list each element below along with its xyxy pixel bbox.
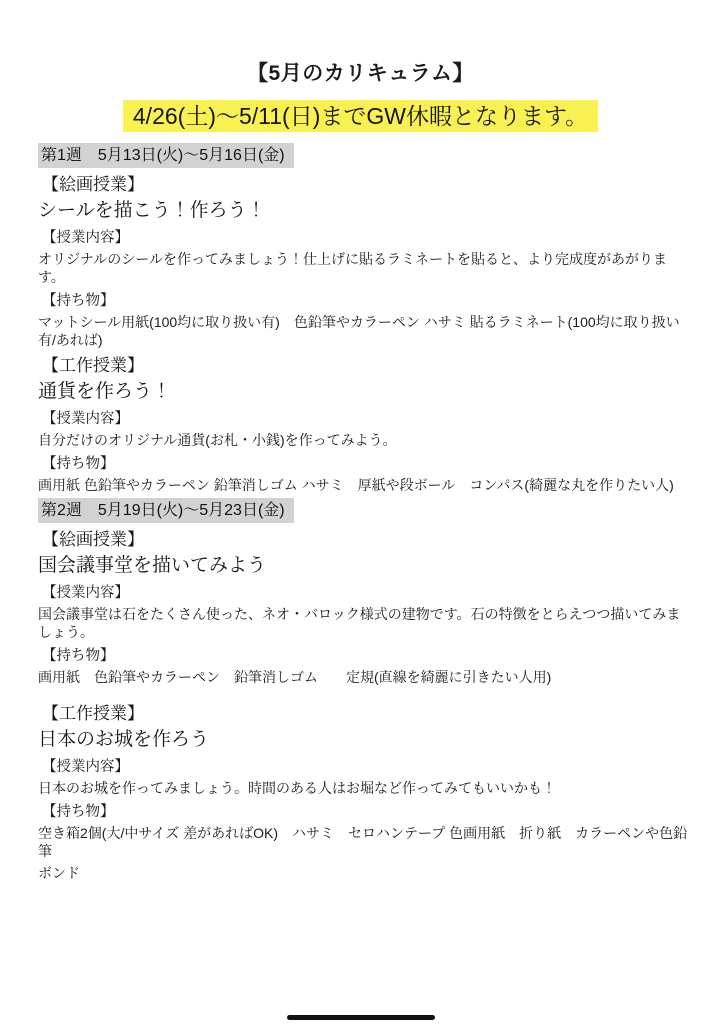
items-text-line-2: ボンド — [38, 865, 80, 881]
class-type-label: 【工作授業】 — [42, 704, 144, 723]
week-2-craft-class-block — [38, 702, 713, 882]
items-text: マットシール用紙(100均に取り扱い有) 色鉛筆やカラーペン ハサミ 貼るラミネート(100均に取り扱い有/あれば) — [38, 314, 680, 348]
items-label: 【持ち物】 — [42, 804, 115, 820]
week-1-craft-class-block — [38, 354, 713, 494]
lesson-content-text: 日本のお城を作ってみましょう。時間のある人はお堀など作ってみてもいいかも！ — [38, 780, 556, 796]
items-text: 画用紙 色鉛筆やカラーペン 鉛筆消しゴム 定規(直線を綺麗に引きたい人用) — [38, 669, 552, 685]
week-1-section — [38, 143, 713, 494]
items-text: 空き箱2個(大/中サイズ 差があればOK) ハサミ セロハンテープ 色画用紙 折り紙 カラーペンや色鉛筆 — [38, 825, 688, 859]
lesson-content-label: 【授業内容】 — [42, 230, 129, 246]
items-text: 画用紙 色鉛筆やカラーペン 鉛筆消しゴム ハサミ 厚紙や段ボール コンパス(綺麗な丸を作りたい人) — [38, 477, 674, 493]
class-type-label: 【絵画授業】 — [42, 530, 144, 549]
week-1-header: 第1週 5月13日(火)〜5月16日(金) — [38, 143, 294, 168]
class-type-label: 【絵画授業】 — [42, 175, 144, 194]
lesson-content-label: 【授業内容】 — [42, 585, 129, 601]
week-2-header: 第2週 5月19日(火)〜5月23日(金) — [38, 498, 294, 523]
lesson-content-label: 【授業内容】 — [42, 759, 129, 775]
week-2-art-class-block — [38, 528, 713, 686]
lesson-content-text: 国会議事堂は石をたくさん使った、ネオ・バロック様式の建物です。石の特徴をとらえつつ描いてみましょう。 — [38, 606, 681, 640]
week-1-art-class-block — [38, 173, 713, 349]
class-title: 日本のお城を作ろう — [38, 729, 210, 750]
lesson-content-text: 自分だけのオリジナル通貨(お札・小銭)を作ってみよう。 — [38, 432, 397, 448]
lesson-content-label: 【授業内容】 — [42, 411, 129, 427]
gw-holiday-notice-row — [8, 100, 713, 132]
home-indicator-bar[interactable] — [287, 1015, 435, 1020]
class-type-label: 【工作授業】 — [42, 356, 144, 375]
class-title: 通貨を作ろう！ — [38, 381, 172, 402]
class-title: 国会議事堂を描いてみよう — [38, 555, 267, 576]
items-label: 【持ち物】 — [42, 648, 115, 664]
week-1-header-row — [38, 143, 713, 168]
gw-holiday-notice-highlight: 4/26(土)〜5/11(日)までGW休暇となります。 — [123, 100, 598, 132]
page-title: 【5月のカリキュラム】 — [247, 62, 474, 85]
week-2-section — [38, 498, 713, 882]
week-2-header-row — [38, 498, 713, 523]
items-label: 【持ち物】 — [42, 293, 115, 309]
class-title: シールを描こう！作ろう！ — [38, 200, 266, 221]
items-label: 【持ち物】 — [42, 456, 115, 472]
lesson-content-text: オリジナルのシールを作ってみましょう！仕上げに貼るラミネートを貼ると、より完成度があがります。 — [38, 251, 668, 285]
